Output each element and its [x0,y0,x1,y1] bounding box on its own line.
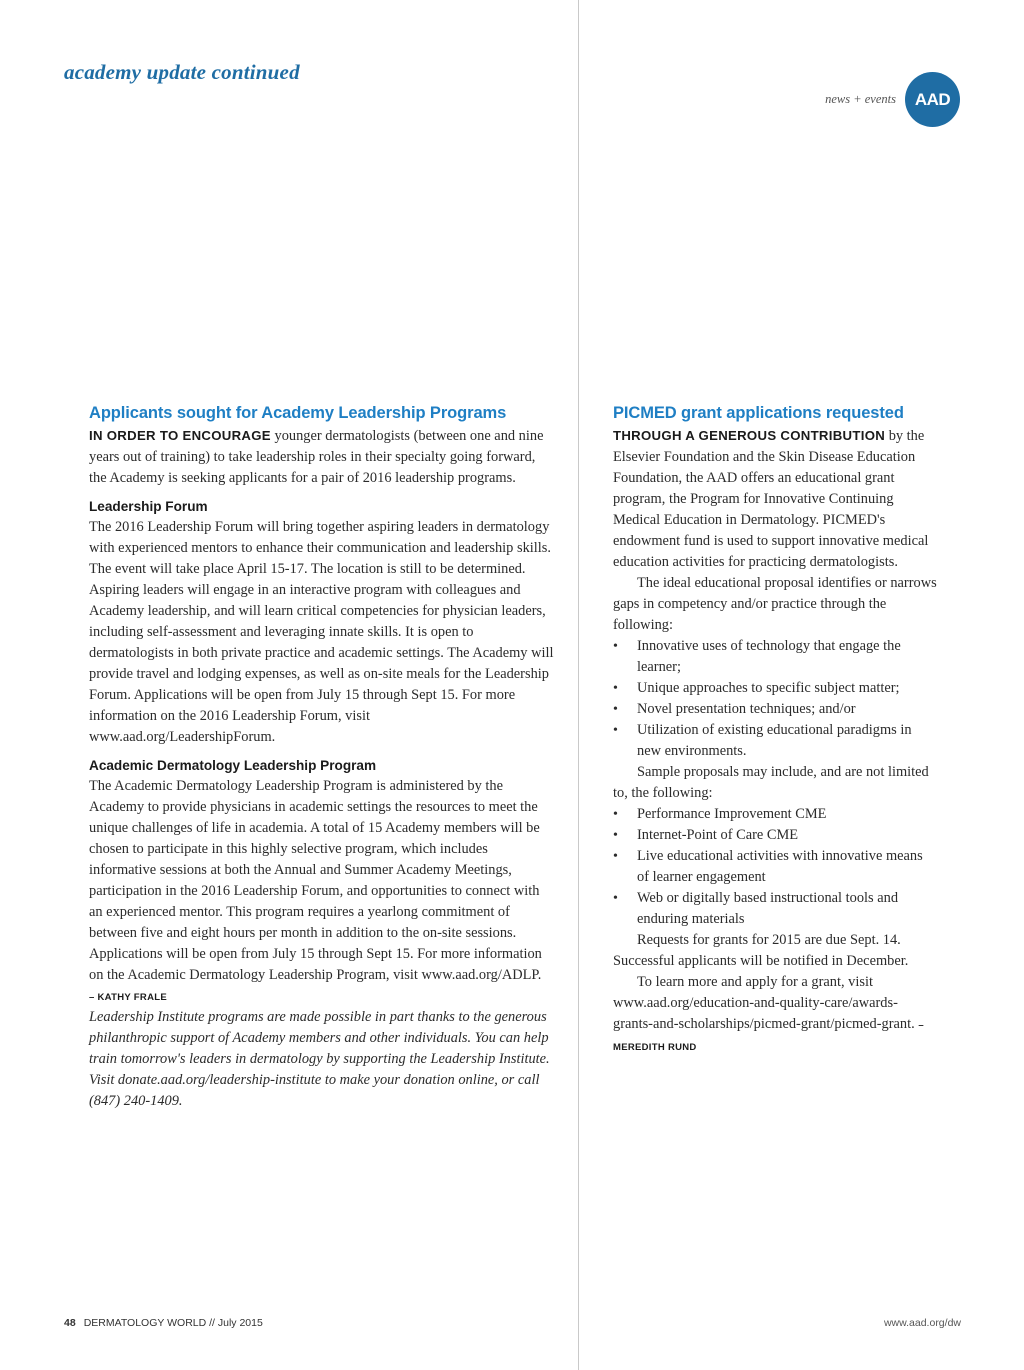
publication-name: DERMATOLOGY WORLD // July 2015 [83,1317,263,1329]
section-label: news + events [825,92,896,106]
adlp-text: The Academic Dermatology Leadership Program is administered by the Academy to provide physicians in academic settings the resources to meet the unique challenges of life in academia. A total of 15 Academy members will be chosen to participate in this highly selective program, which includes informative sessions at both the Annual and Summer Academy Meetings, participation in the 2016 Leadership Forum, and opportunities to connect with an experienced mentor. This program requires a yearlong commitment of between five and eight hours per month in addition to the on-site sessions. Applications will be open from July 15 through Sept 15. For more information on the Academic Dermatology Leadership Program, visit www.aad.org/ADLP. [89,778,542,983]
list-item: • Live educational activities with innovative means of learner engagement [613,846,937,888]
footer-url: www.aad.org/dw [883,1317,961,1329]
section-title: academy update continued [64,60,300,84]
picmed-article-headline: PICMED grant applications requested [613,404,904,422]
list-item: • Novel presentation techniques; and/or [613,699,937,720]
lead-text: by the Elsevier Foundation and the Skin Disease Education Foundation, the AAD offers an educational grant program, the Program for Innovative Continuing Medical Education in Dermatology. PICMED's endowment fund is used to support innovative medical education activities for practicing dermatologists. [613,428,929,570]
picmed-para-learn-more [613,972,937,1058]
column-divider [578,0,579,1370]
aad-logo-badge: AAD [905,72,960,127]
leadership-forum-text: The 2016 Leadership Forum will bring together aspiring leaders in dermatology with experienced mentors to enhance their communication and leadership skills. The event will take place April 15-17. The location is still to be determined. Aspiring leaders will engage in an interactive program with colleagues and Academy leadership, and will learn critical competencies for physician leaders, including self-assessment and leveraging innate skills. It is open to dermatologists in both private practice and academic settings. The Academy will provide travel and lodging expenses, as well as on-site meals for the Leadership Forum. Applications will be open from July 15 through Sept 15. For more information on the 2016 Leadership Forum, visit www.aad.org/LeadershipForum. [89,519,554,745]
footer-publication [64,1317,263,1329]
byline-kathy-frale: – KATHY FRALE [89,992,167,1003]
list-item: • Performance Improvement CME [613,804,937,825]
picmed-article-lead [613,425,937,573]
byline-meredith-rund: – MEREDITH RUND [613,1020,924,1053]
leadership-article-headline: Applicants sought for Academy Leadership Programs [89,404,507,422]
picmed-sample-list [613,804,937,930]
list-item: • Internet-Point of Care CME [613,825,937,846]
adlp-heading: Academic Dermatology Leadership Program [89,758,377,773]
page-number: 48 [64,1317,76,1329]
lead-text: younger dermatologists (between one and nine years out of training) to take leadership roles in their specialty going forward, the Academy is seeking applicants for a pair of 2016 leadership programs. [89,428,544,486]
picmed-article [613,402,937,1058]
picmed-para-sample-proposals: Sample proposals may include, and are not limited to, the following: [613,764,929,801]
learn-more-text: To learn more and apply for a grant, visit www.aad.org/education-and-quality-care/awards-grants-and-scholarships/picmed-grant/picmed-grant. [613,974,915,1032]
list-item: • Innovative uses of technology that engage the learner; [613,636,937,678]
picmed-para-deadline: Requests for grants for 2015 are due Sept. 14. Successful applicants will be notified in December. [613,932,909,969]
list-item: • Utilization of existing educational paradigms in new environments. [613,720,937,762]
picmed-criteria-list [613,636,937,762]
lead-caps: THROUGH A GENEROUS CONTRIBUTION [613,428,886,443]
list-item: • Unique approaches to specific subject matter; [613,678,937,699]
leadership-article [89,402,555,1112]
picmed-para-ideal-proposal: The ideal educational proposal identifies or narrows gaps in competency and/or practice through the following: [613,575,937,633]
list-item: • Web or digitally based instructional tools and enduring materials [613,888,937,930]
leadership-forum-heading: Leadership Forum [89,499,208,514]
leadership-article-lead [89,425,555,489]
leadership-institute-note: Leadership Institute programs are made possible in part thanks to the generous philanthropic support of Academy members and other individuals. You can help train tomorrow's leaders in dermatology by supporting the Leadership Institute. Visit donate.aad.org/leadership-institute to make your donation online, or call (847) 240-1409. [89,1009,550,1109]
lead-caps: IN ORDER TO ENCOURAGE [89,428,271,443]
